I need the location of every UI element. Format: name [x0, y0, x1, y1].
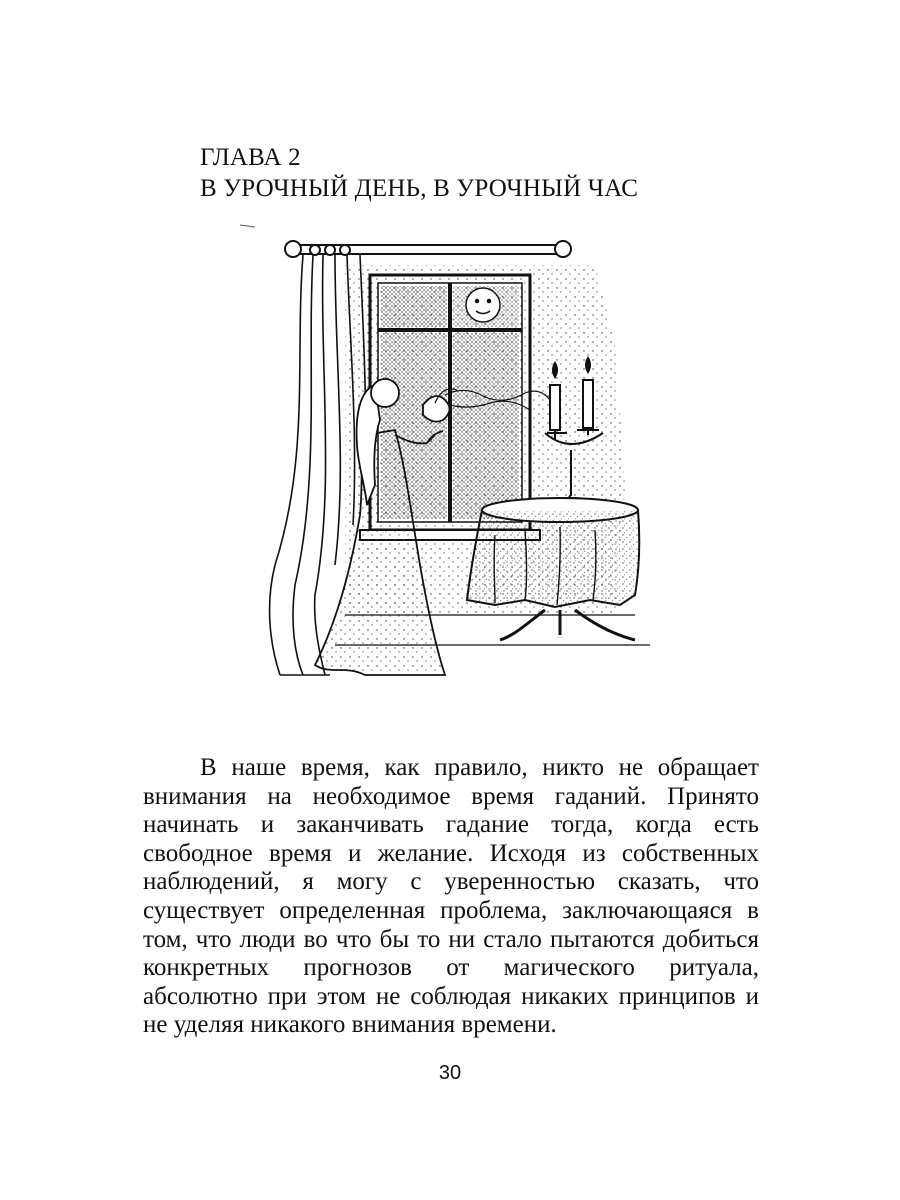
curtain-rod — [285, 241, 571, 257]
moon-icon — [466, 288, 500, 322]
chapter-header — [200, 142, 720, 204]
chapter-title: В УРОЧНЫЙ ДЕНЬ, В УРОЧНЫЙ ЧАС — [200, 175, 639, 202]
chapter-number: ГЛАВА 2 — [200, 144, 301, 171]
illustration-girl-at-window — [195, 205, 655, 695]
body-paragraph: В наше время, как правило, никто не обращает внимания на необходимое время гаданий. Принято начинать и заканчивать гадание тогда, когда есть свободное время и желание. Исходя из собственных наблюдений, я могу с уверенностью сказать, что существует определенная проблема, заключающаяся в том, что люди во что бы то ни стало пытаются добиться конкретных прогнозов от магического ритуала, абсолютно при этом не соблюдая никаких принципов и не уделяя никакого внимания времени. — [143, 754, 759, 1039]
table — [467, 498, 639, 640]
page-number: 30 — [438, 1062, 462, 1084]
